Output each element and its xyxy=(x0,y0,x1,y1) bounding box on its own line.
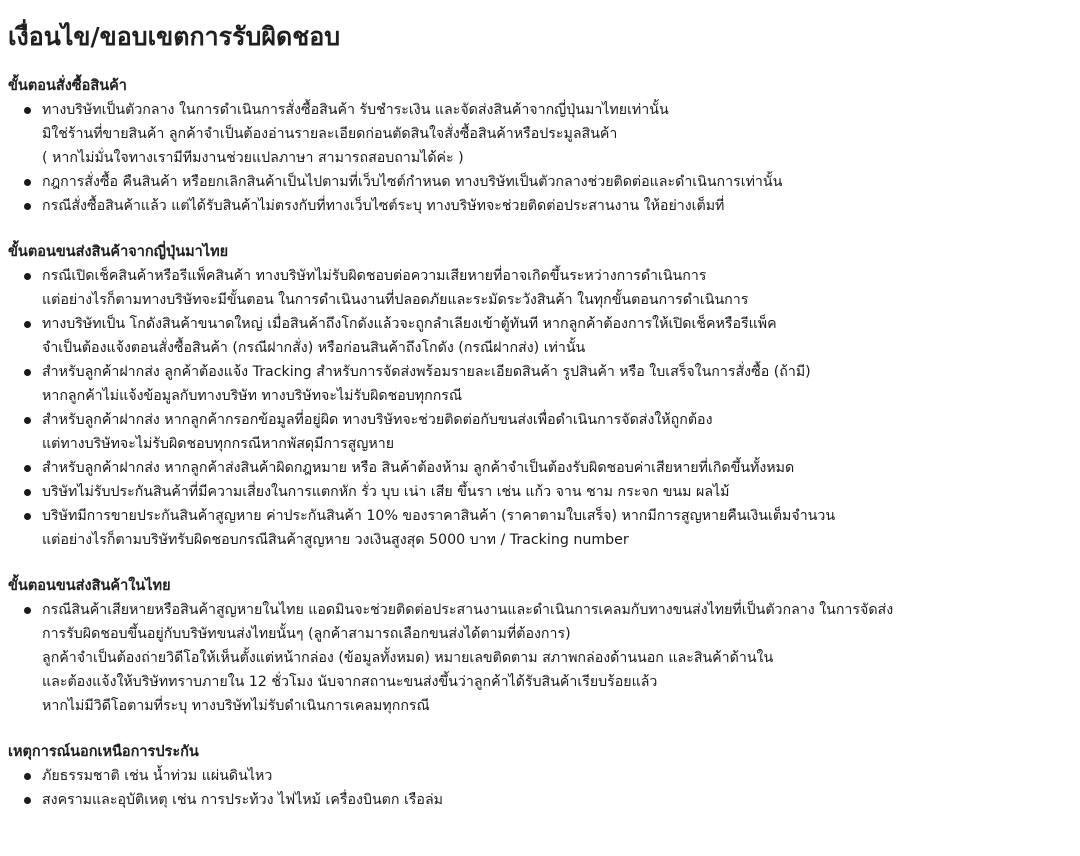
item-text: หากลูกค้าไม่แจ้งข้อมูลกับทางบริษัท ทางบริษัทจะไม่รับผิดชอบทุกกรณี xyxy=(42,388,463,404)
item-text: แต่อย่างไรก็ตามทางบริษัทจะมีขั้นตอน ในการดำเนินงานที่ปลอดภัยและระมัดระวังสินค้า ในทุกขั้นตอนการดำเนินการ xyxy=(42,292,749,308)
bullet-icon xyxy=(24,321,31,328)
list-item xyxy=(22,360,1070,408)
bullet-icon xyxy=(24,465,31,472)
section-heading: ขั้นตอนสั่งซื้อสินค้า xyxy=(8,78,127,94)
list-item xyxy=(22,264,1070,312)
list-item xyxy=(22,456,1070,480)
item-text: ( หากไม่มั่นใจทางเรามีทีมงานช่วยแปลภาษา สามารถสอบถามได้ค่ะ ) xyxy=(42,150,464,166)
item-text: กฎการสั่งซื้อ คืนสินค้า หรือยกเลิกสินค้าเป็นไปตามที่เว็บไซต์กำหนด ทางบริษัทเป็นตัวกลางช่วยติดต่อและดำเนินการเท่านั้น xyxy=(42,174,783,190)
section-heading: ขั้นตอนขนส่งสินค้าในไทย xyxy=(8,578,171,594)
item-text: มิใช่ร้านที่ขายสินค้า ลูกค้าจำเป็นต้องอ่านรายละเอียดก่อนตัดสินใจสั่งซื้อสินค้าหรือประมูลสินค้า xyxy=(42,126,618,142)
list-item xyxy=(22,788,1070,812)
item-text: และต้องแจ้งให้บริษัททราบภายใน 12 ชั่วโมง นับจากสถานะขนส่งขึ้นว่าลูกค้าได้รับสินค้าเรียบร้อยแล้ว xyxy=(42,674,658,690)
item-text: แต่อย่างไรก็ตามบริษัทรับผิดชอบกรณีสินค้าสูญหาย วงเงินสูงสุด 5000 บาท / Tracking number xyxy=(42,532,629,548)
bullet-icon xyxy=(24,203,31,210)
list-item xyxy=(22,98,1070,170)
section-shipping-thailand xyxy=(8,574,1070,718)
item-text: บริษัทไม่รับประกันสินค้าที่มีความเสี่ยงในการแตกหัก รั่ว บุบ เน่า เสีย ขึ้นรา เช่น แก้ว จาน ชาม กระจก ขนม ผลไม้ xyxy=(42,484,730,500)
list-item xyxy=(22,408,1070,456)
item-text: การรับผิดชอบขึ้นอยู่กับบริษัทขนส่งไทยนั้นๆ (ลูกค้าสามารถเลือกขนส่งได้ตามที่ต้องการ) xyxy=(42,626,571,642)
list-item xyxy=(22,312,1070,360)
bullet-icon xyxy=(24,773,31,780)
bullet-list xyxy=(8,98,1070,218)
section-heading: เหตุการณ์นอกเหนือการประกัน xyxy=(8,744,199,760)
bullet-icon xyxy=(24,369,31,376)
list-item xyxy=(22,480,1070,504)
page-title: เงื่อนไข/ขอบเขตการรับผิดชอบ xyxy=(8,22,341,51)
item-text: กรณีสั่งซื้อสินค้าแล้ว แต่ได้รับสินค้าไม่ตรงกับที่ทางเว็บไซต์ระบุ ทางบริษัทจะช่วยติดต่อประสานงาน ให้อย่างเต็มที่ xyxy=(42,198,725,214)
item-text: ทางบริษัทเป็น โกดังสินค้าขนาดใหญ่ เมื่อสินค้าถึงโกดังแล้วจะถูกลำเลียงเข้าตู้ทันที หากลูกค้าต้องการให้เปิดเช็คหรือรีแพ็ค xyxy=(42,316,777,332)
item-text: สำหรับลูกค้าฝากส่ง ลูกค้าต้องแจ้ง Tracking สำหรับการจัดส่งพร้อมรายละเอียดสินค้า รูปสินค้า หรือ ใบเสร็จในการสั่งซื้อ (ถ้ามี) xyxy=(42,364,811,380)
section-force-majeure xyxy=(8,740,1070,812)
section-heading: ขั้นตอนขนส่งสินค้าจากญี่ปุ่นมาไทย xyxy=(8,244,229,260)
bullet-list xyxy=(8,764,1070,812)
bullet-icon xyxy=(24,179,31,186)
list-item xyxy=(22,194,1070,218)
item-text: สำหรับลูกค้าฝากส่ง หากลูกค้าส่งสินค้าผิดกฎหมาย หรือ สินค้าต้องห้าม ลูกค้าจำเป็นต้องรับผิดชอบค่าเสียหายที่เกิดขึ้นทั้งหมด xyxy=(42,460,795,476)
list-item xyxy=(22,764,1070,788)
bullet-icon xyxy=(24,607,31,614)
bullet-list xyxy=(8,264,1070,552)
list-item xyxy=(22,598,1070,718)
item-text: แต่ทางบริษัทจะไม่รับผิดชอบทุกกรณีหากพัสดุมีการสูญหาย xyxy=(42,436,395,452)
list-item xyxy=(22,504,1070,552)
bullet-icon xyxy=(24,797,31,804)
bullet-icon xyxy=(24,513,31,520)
bullet-icon xyxy=(24,489,31,496)
item-text: ลูกค้าจำเป็นต้องถ่ายวิดีโอให้เห็นตั้งแต่หน้ากล่อง (ข้อมูลทั้งหมด) หมายเลขติดตาม สภาพกล่องด้านนอก และสินค้าด้านใน xyxy=(42,650,774,666)
bullet-list xyxy=(8,598,1070,718)
section-shipping-japan-thailand xyxy=(8,240,1070,552)
item-text: หากไม่มีวิดีโอตามที่ระบุ ทางบริษัทไม่รับดำเนินการเคลมทุกกรณี xyxy=(42,698,430,714)
bullet-icon xyxy=(24,273,31,280)
section-ordering xyxy=(8,74,1070,218)
item-text: จำเป็นต้องแจ้งตอนสั่งซื้อสินค้า (กรณีฝากสั่ง) หรือก่อนสินค้าถึงโกดัง (กรณีฝากส่ง) เท่านั้น xyxy=(42,340,586,356)
bullet-icon xyxy=(24,107,31,114)
item-text: บริษัทมีการขายประกันสินค้าสูญหาย ค่าประกันสินค้า 10% ของราคาสินค้า (ราคาตามใบเสร็จ) หากมีการสูญหายคืนเงินเต็มจำนวน xyxy=(42,508,836,524)
item-text: สำหรับลูกค้าฝากส่ง หากลูกค้ากรอกข้อมูลที่อยู่ผิด ทางบริษัทจะช่วยติดต่อกับขนส่งเพื่อดำเนินการจัดส่งให้ถูกต้อง xyxy=(42,412,713,428)
item-text: สงครามและอุบัติเหตุ เช่น การประท้วง ไฟไหม้ เครื่องบินตก เรือล่ม xyxy=(42,792,443,808)
list-item xyxy=(22,170,1070,194)
item-text: ทางบริษัทเป็นตัวกลาง ในการดำเนินการสั่งซื้อสินค้า รับชำระเงิน และจัดส่งสินค้าจากญี่ปุ่นมาไทยเท่านั้น xyxy=(42,102,669,118)
item-text: กรณีสินค้าเสียหายหรือสินค้าสูญหายในไทย แอดมินจะช่วยติดต่อประสานงานและดำเนินการเคลมกับทางขนส่งไทยที่เป็นตัวกลาง ในการจัดส่ง xyxy=(42,602,894,618)
item-text: ภัยธรรมชาติ เช่น น้ำท่วม แผ่นดินไหว xyxy=(42,768,273,784)
bullet-icon xyxy=(24,417,31,424)
item-text: กรณีเปิดเช็คสินค้าหรือรีแพ็คสินค้า ทางบริษัทไม่รับผิดชอบต่อความเสียหายที่อาจเกิดขึ้นระหว่างการดำเนินการ xyxy=(42,268,707,284)
